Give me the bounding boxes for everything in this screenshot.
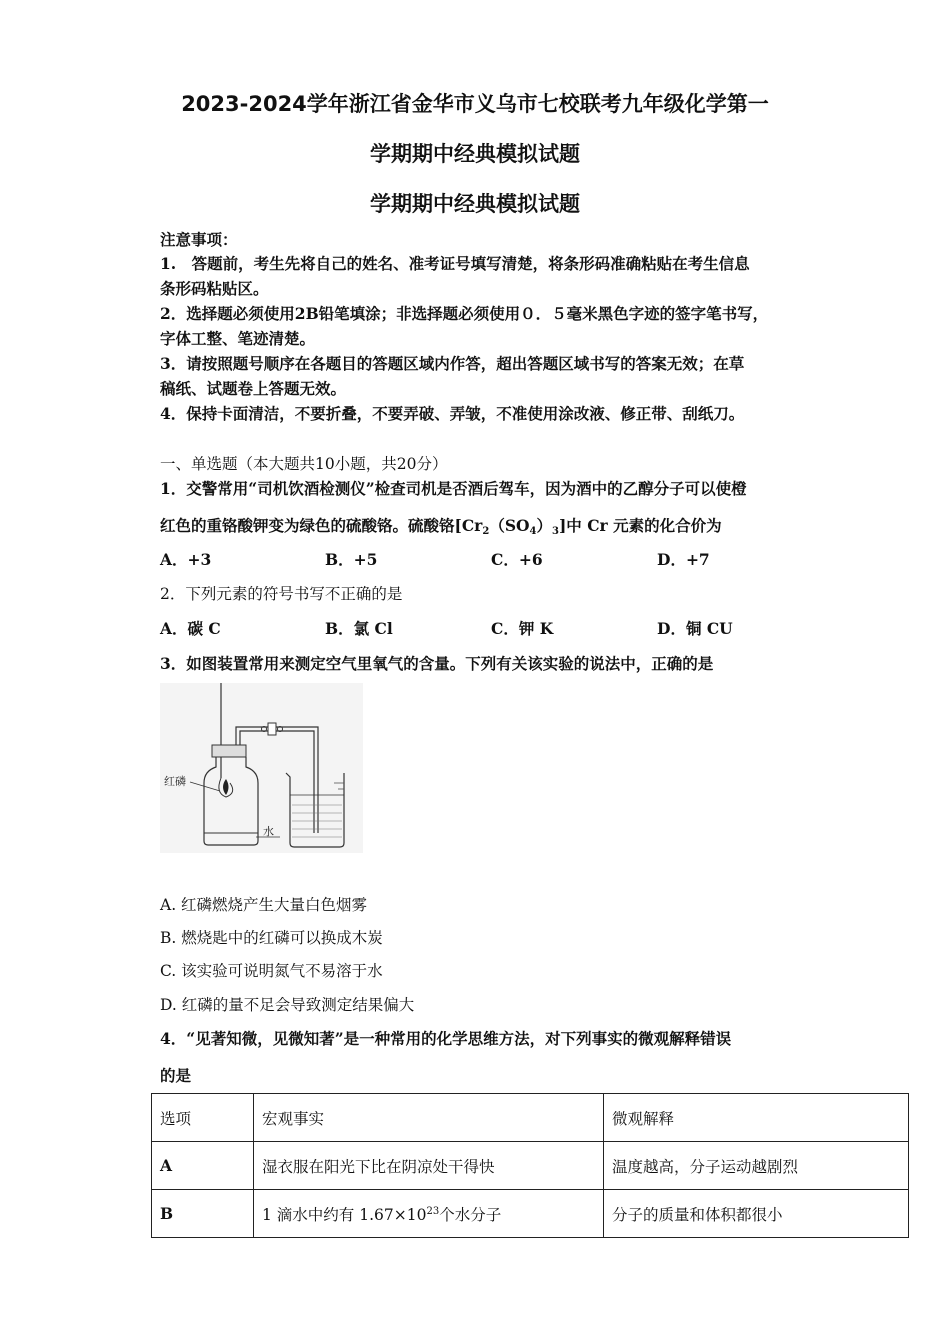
q1-option-b: B．+5 [325, 550, 378, 569]
label-water: 水 [263, 825, 274, 838]
q1-option-d: D．+7 [657, 550, 710, 569]
notice-item2-line2: 字体工整、笔迹清楚。 [160, 329, 316, 348]
table-cell: 温度越高，分子运动越剧烈 [604, 1142, 909, 1190]
q3-stem: 3．如图装置常用来测定空气里氧气的含量。下列有关该实验的说法中，正确的是 [160, 654, 714, 673]
q1-option-a: A．+3 [160, 550, 212, 569]
section1-heading: 一、单选题（本大题共10小题，共20分） [160, 455, 448, 473]
table-row [152, 1142, 909, 1190]
experiment-apparatus-figure [160, 683, 363, 853]
table-header-row [152, 1094, 909, 1142]
notice-heading: 注意事项： [160, 230, 238, 249]
q2-option-b: B．氯 Cl [325, 619, 393, 638]
table-header-cell: 宏观事实 [254, 1094, 604, 1142]
q4-stem-line2: 的是 [160, 1066, 192, 1085]
table-cell: 湿衣服在阳光下比在阴凉处干得快 [254, 1142, 604, 1190]
q1-option-c: C．+6 [491, 550, 543, 569]
q3-option-a: A. 红磷燃烧产生大量白色烟雾 [160, 896, 368, 914]
exam-title-line1: 2023-2024学年浙江省金华市义乌市七校联考九年级化学第一 [181, 92, 769, 116]
label-red-phosphorus: 红磷 [164, 775, 186, 788]
q3-option-c: C. 该实验可说明氮气不易溶于水 [160, 962, 383, 980]
table-header-cell: 选项 [152, 1094, 254, 1142]
q2-option-d: D．铜 CU [657, 619, 733, 638]
notice-item1-line2: 条形码粘贴区。 [160, 279, 269, 298]
table-row [152, 1190, 909, 1238]
q2-option-c: C．钾 K [491, 619, 554, 638]
table-cell: B [152, 1190, 254, 1238]
q2-option-a: A．碳 C [160, 619, 221, 638]
exam-title-line3: 学期期中经典模拟试题 [370, 192, 580, 216]
exam-title-line2: 学期期中经典模拟试题 [370, 142, 580, 166]
q4-table [151, 1093, 909, 1238]
table-cell: 1 滴水中约有 $1.67\times 10^{23}$个水分子 [254, 1190, 604, 1238]
apparatus-drawing [160, 683, 363, 853]
notice-item4: 4．保持卡面清洁，不要折叠，不要弄破、弄皱，不准使用涂改液、修正带、刮纸刀。 [160, 404, 745, 423]
table-header-cell: 微观解释 [604, 1094, 909, 1142]
notice-item1-line1: 1. 答题前，考生先将自己的姓名、准考证号填写清楚，将条形码准确粘贴在考生信息 [160, 254, 750, 273]
q3-option-d: D. 红磷的量不足会导致测定结果偏大 [160, 996, 415, 1014]
q2-stem: 2．下列元素的符号书写不正确的是 [160, 585, 403, 603]
table-cell: A [152, 1142, 254, 1190]
q3-option-b: B. 燃烧匙中的红磷可以换成木炭 [160, 929, 383, 947]
notice-item3-line2: 稿纸、试题卷上答题无效。 [160, 379, 347, 398]
notice-item2-line1: 2．选择题必须使用2B铅笔填涂；非选择题必须使用０．５毫米黑色字迹的签字笔书写， [160, 304, 769, 323]
q1-stem-line2: 红色的重铬酸钾变为绿色的硫酸铬。硫酸铬$[Cr_2(SO_4)_3]$中 Cr 元素的化合价为 [160, 516, 722, 537]
q1-stem-line1: 1．交警常用“司机饮酒检测仪”检查司机是否酒后驾车，因为酒中的乙醇分子可以使橙 [160, 479, 747, 498]
notice-item3-line1: 3．请按照题号顺序在各题目的答题区域内作答，超出答题区域书写的答案无效；在草 [160, 354, 745, 373]
table-cell: 分子的质量和体积都很小 [604, 1190, 909, 1238]
q4-stem-line1: 4．“见著知微，见微知著”是一种常用的化学思维方法，对下列事实的微观解释错误 [160, 1029, 732, 1048]
